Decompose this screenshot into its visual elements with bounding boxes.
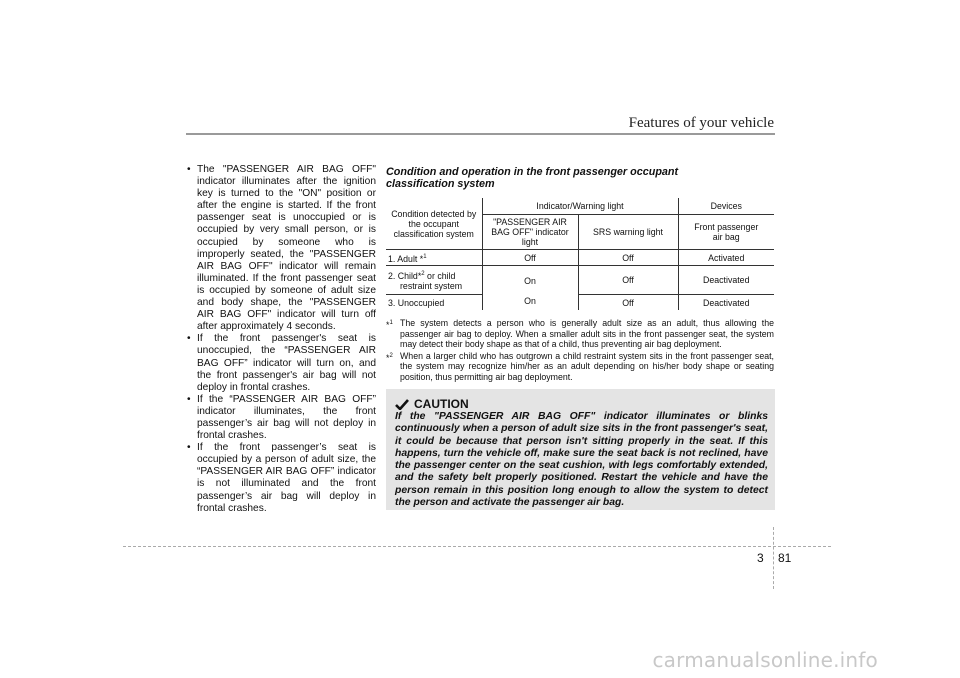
- bullet-item: • If the “PASSENGER AIR BAG OFF” indicator illuminates, the front passenger’s air bag will not deploy in frontal crashes.: [186, 394, 376, 442]
- pab-cell: Off: [482, 250, 578, 266]
- caution-text: If the "PASSENGER AIR BAG OFF" indicator illuminates or blinks continuously when a person of adult size sits in the front passenger's seat, it could be because that person isn't sitting properly in the seat. If this happens, turn the vehicle off, make sure the seat back is not reclined, have the passenger center on the seat cushion, with legs comfortably extended, and the safety belt properly positioned. Restart the vehicle and have the person remain in this position long enough to allow the system to detect the person and activate the passenger air bag.: [395, 411, 768, 509]
- row-label: 3. Unoccupied: [388, 297, 445, 308]
- watermark: carmanualsonline.info: [652, 648, 878, 672]
- indicator-group-header: Indicator/Warning light: [482, 198, 678, 215]
- caution-title: CAUTION: [414, 397, 469, 411]
- footnotes: [386, 318, 774, 384]
- srs-cell: Off: [578, 266, 678, 295]
- row-label: 1. Adult *$^1$: [386, 250, 482, 266]
- row-label: 2. Child*$^2$ or child restraint system: [386, 266, 482, 295]
- pab-cell: On: [524, 276, 536, 286]
- page-number: 81: [778, 551, 792, 565]
- footnote: *$^1$ The system detects a person who is generally adult size as an adult, thus allowing the passenger air bag to deploy. When a smaller adult sits in the front passenger seat, the system may detect their body shape as that of a child, thus preventing air bag deployment.: [386, 318, 774, 350]
- page-header-title: Features of your vehicle: [628, 115, 774, 131]
- section-title: Condition and operation in the front passenger occupant classification system: [386, 166, 679, 190]
- caution-heading: [395, 397, 469, 411]
- pab-indicator-header: "PASSENGER AIR BAG OFF" indicator light: [482, 215, 578, 250]
- pab-cell: On: [524, 296, 536, 306]
- devices-group-header: Devices: [678, 198, 774, 215]
- header-rule: [186, 133, 775, 135]
- front-airbag-header: Front passenger air bag: [678, 215, 774, 250]
- srs-cell: Off: [578, 250, 678, 266]
- footer-rule: [123, 546, 831, 547]
- page-divider: [773, 527, 775, 589]
- bullet-item: • If the front passenger's seat is unoccupied, the “PASSENGER AIR BAG OFF” indicator will turn on, and the front passenger's air bag will not deploy in frontal crashes.: [186, 333, 376, 393]
- bullet-list: [186, 164, 376, 515]
- bullet-item: • If the front passenger’s seat is occupied by a person of adult size, the “PASSENGER AIR BAG OFF” indicator is not illuminated and the front passenger’s air bag will deploy in frontal crashes.: [186, 442, 376, 515]
- front-airbag-cell: Activated: [678, 250, 774, 266]
- pab-cell-group: [482, 266, 578, 311]
- front-airbag-cell: Deactivated: [678, 266, 774, 295]
- chapter-number: 3: [757, 551, 764, 565]
- srs-cell: Off: [578, 295, 678, 311]
- footnote: *$^2$ When a larger child who has outgrown a child restraint system sits in the front passenger seat, the system may recognize him/her as an adult depending on his/her body shape or seating position, thus permitting air bag deployment.: [386, 350, 774, 382]
- srs-warning-header: SRS warning light: [578, 215, 678, 250]
- front-airbag-cell: Deactivated: [678, 295, 774, 311]
- caution-check-icon: [395, 399, 409, 410]
- caution-box: [386, 389, 775, 510]
- occupant-classification-table: [386, 198, 774, 310]
- condition-header: Condition detected by the occupant classification system: [386, 198, 482, 250]
- bullet-item: • The "PASSENGER AIR BAG OFF" indicator illuminates after the ignition key is turned to the "ON" position or after the engine is started. If the front passenger seat is unoccupied or is occupied by very small person, or is occupied by someone who is improperly seated, the "PASSENGER AIR BAG OFF" indicator will remain illuminated. If the front passenger seat is occupied by someone of adult size and body shape, the "PASSENGER AIR BAG OFF" indicator will turn off after approximately 4 seconds.: [186, 164, 376, 333]
